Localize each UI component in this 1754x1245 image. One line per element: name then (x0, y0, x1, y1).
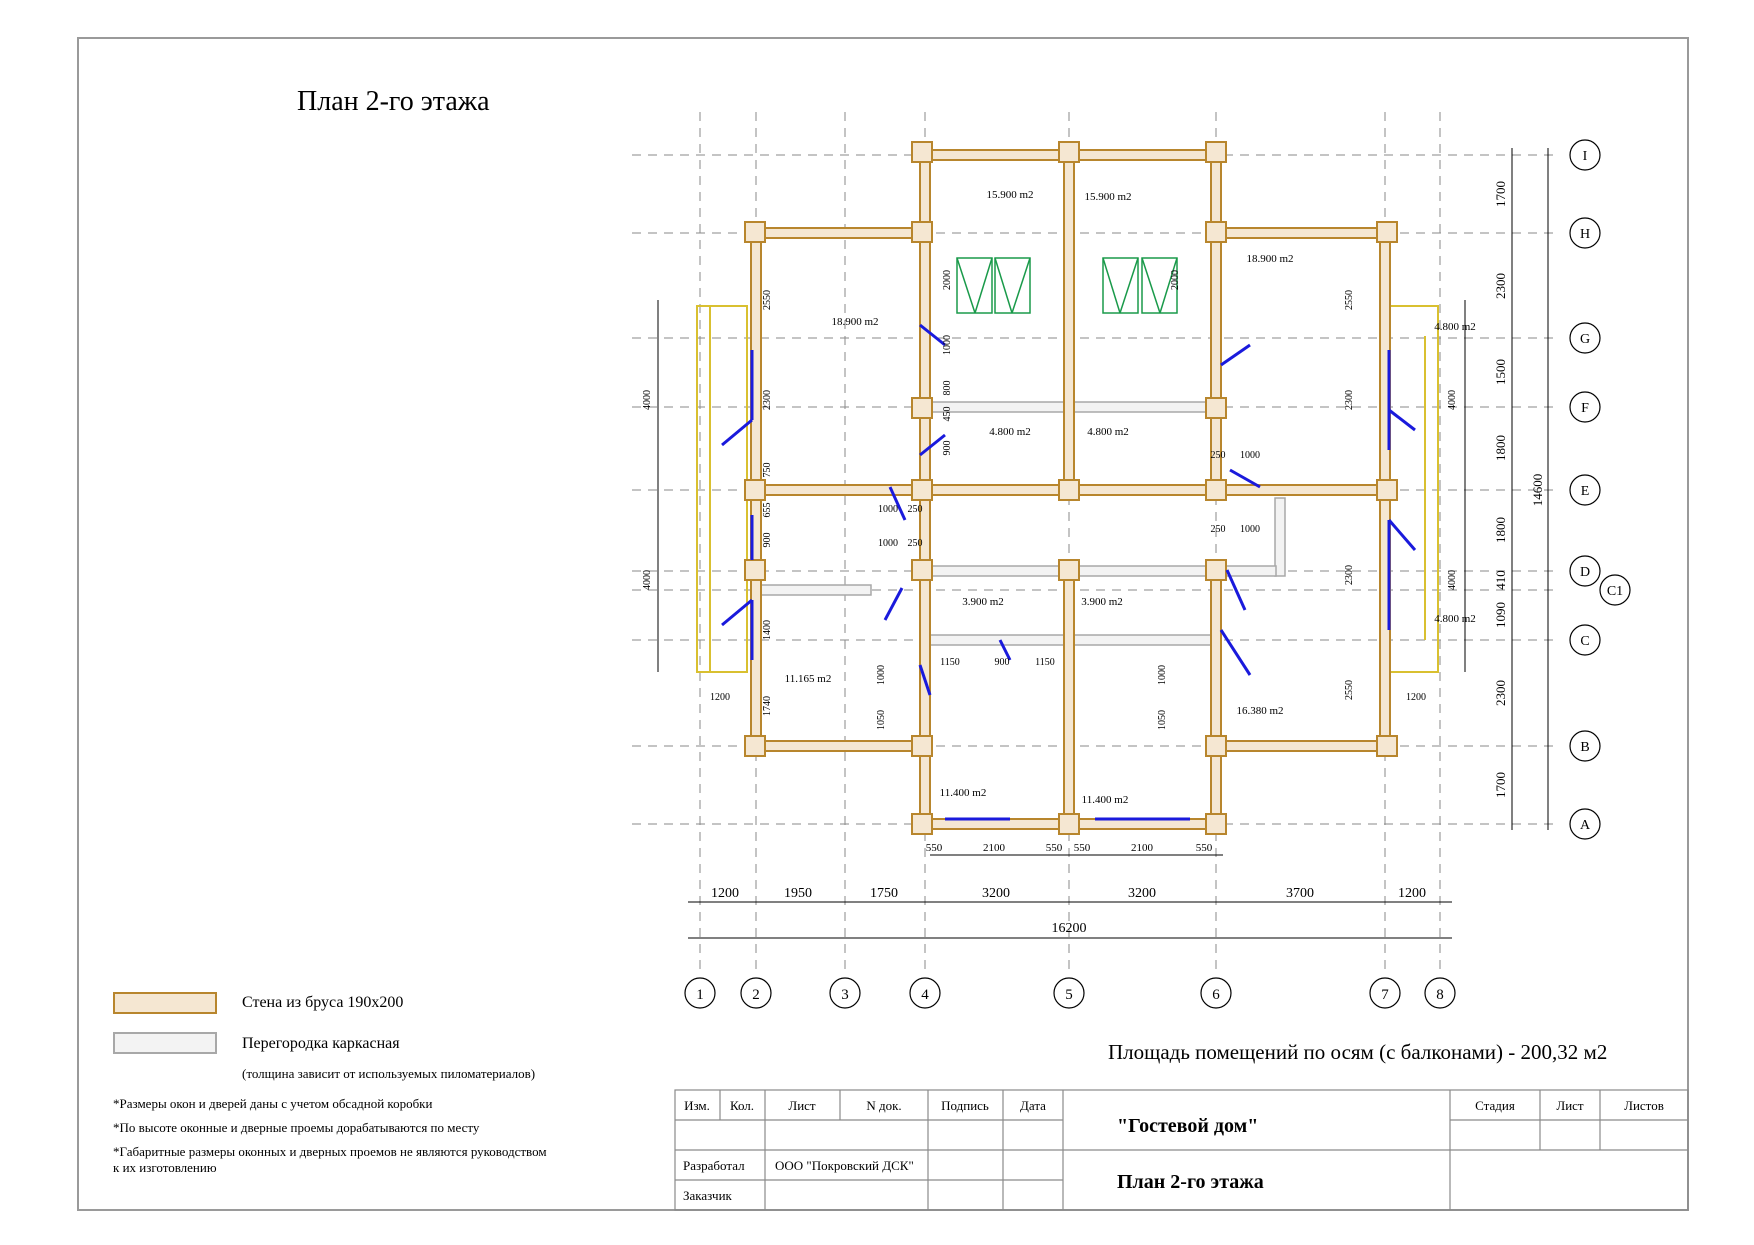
sheet-name: План 2-го этажа (1117, 1171, 1264, 1193)
room-area-label: 3.900 m2 (962, 596, 1004, 608)
door-swing (1389, 520, 1415, 550)
legend-wall-label: Стена из бруса 190х200 (242, 994, 404, 1011)
customer-label: Заказчик (683, 1188, 732, 1203)
dimension-value: 800 (942, 380, 953, 396)
dimension-value: 250 (907, 504, 923, 515)
dimension-value: 1050 (876, 710, 887, 730)
dimension-value: 1200 (710, 692, 730, 703)
dimension-value: 550 (1045, 842, 1063, 854)
title-block-header: Изм. (684, 1098, 710, 1113)
room-area-label: 11.400 m2 (1081, 794, 1129, 806)
dimension-value: 550 (1195, 842, 1213, 854)
dimension-value: 1200 (1398, 886, 1426, 901)
dimension-value: 1800 (1493, 435, 1508, 461)
room-area-label: 11.400 m2 (939, 787, 987, 799)
axis-label: 3 (841, 987, 849, 1003)
axis-label: 1 (696, 987, 704, 1003)
dimension-value: 2000 (942, 270, 953, 290)
dimension-value: 2000 (1170, 270, 1181, 290)
dimension-value: 450 (942, 406, 953, 422)
plan-title: План 2-го этажа (297, 86, 490, 117)
dimension-total: 16200 (1051, 921, 1087, 936)
footnote: *Размеры окон и дверей даны с учетом обсадной коробки (113, 1096, 433, 1111)
dimension-value: 1700 (1493, 181, 1508, 207)
developer-name: ООО "Покровский ДСК" (775, 1158, 914, 1173)
axis-label: 2 (752, 987, 760, 1003)
dimension-value: 550 (925, 842, 943, 854)
axis-label: C1 (1606, 584, 1624, 599)
dimension-value: 1150 (940, 657, 960, 668)
axis-label: I (1582, 149, 1588, 164)
door-swing (1221, 345, 1250, 365)
dimension-value: 900 (762, 532, 773, 548)
room-area-label: 3.900 m2 (1081, 596, 1123, 608)
axis-label: 7 (1381, 987, 1389, 1003)
room-area-label: 4.800 m2 (1434, 321, 1476, 333)
legend-partition-label: Перегородка каркасная (242, 1035, 400, 1052)
dimension-value: 750 (762, 462, 773, 478)
dimension-value: 4000 (1447, 570, 1458, 590)
dimension-value: 1800 (1493, 517, 1508, 543)
dimension-value: 1000 (876, 665, 887, 685)
axis-label: 6 (1212, 987, 1220, 1003)
legend-wall-swatch (113, 992, 217, 1014)
dimension-value: 4000 (642, 390, 653, 410)
legend-partition-swatch (113, 1032, 217, 1054)
axis-label: 4 (921, 987, 929, 1003)
footnote: *Габаритные размеры оконных и дверных проемов не являются руководством (113, 1144, 547, 1159)
dimension-value: 2300 (762, 390, 773, 410)
room-area-label: 11.165 m2 (784, 673, 832, 685)
dimension-value: 1000 (1157, 665, 1168, 685)
dimension-value: 655 (762, 502, 773, 518)
axis-label: B (1580, 740, 1590, 755)
axis-label: G (1579, 332, 1591, 347)
dimension-value: 250 (1210, 524, 1226, 535)
dimension-value: 2550 (762, 290, 773, 310)
axis-label: 8 (1436, 987, 1444, 1003)
title-block-header: Кол. (729, 1098, 755, 1113)
dimension-value: 4000 (1447, 390, 1458, 410)
dimension-value: 3700 (1286, 886, 1314, 901)
developed-label: Разработал (683, 1158, 745, 1173)
dimension-value: 1000 (1240, 524, 1260, 535)
dimension-total: 14600 (1530, 473, 1545, 507)
partitions (756, 402, 1285, 645)
dimension-value: 1400 (762, 620, 773, 640)
dimension-value: 1700 (1493, 772, 1508, 798)
title-block-header: N док. (866, 1098, 902, 1113)
door-swing (885, 588, 902, 620)
dimension-value: 900 (994, 657, 1010, 668)
dimension-value: 900 (942, 440, 953, 456)
dimension-value: 2550 (1344, 290, 1355, 310)
axis-label: F (1581, 401, 1589, 416)
axis-label: H (1579, 227, 1591, 242)
room-area-label: 18.900 m2 (831, 316, 879, 328)
dimension-value: 1200 (1406, 692, 1426, 703)
axis-label: C (1580, 634, 1590, 649)
legend-partition-note: (толщина зависит от используемых пиломатериалов) (242, 1066, 536, 1081)
title-block-header: Лист (1556, 1098, 1584, 1113)
project-name: "Гостевой дом" (1117, 1115, 1259, 1137)
dimension-value: 2100 (1131, 842, 1153, 854)
title-block-header: Листов (1624, 1098, 1664, 1113)
room-area-label: 4.800 m2 (989, 426, 1031, 438)
dimension-value: 550 (1073, 842, 1091, 854)
footnote: к их изготовлению (113, 1160, 217, 1175)
dimension-value: 1000 (878, 504, 898, 515)
dimension-value: 250 (1210, 450, 1226, 461)
title-block-header: Стадия (1475, 1098, 1515, 1113)
dimension-value: 2300 (1344, 565, 1355, 585)
dimension-value: 1200 (711, 886, 739, 901)
dimension-value: 3200 (1128, 886, 1156, 901)
axis-label: E (1580, 484, 1590, 499)
dimension-value: 3200 (982, 886, 1010, 901)
dimension-value: 2300 (1493, 273, 1508, 299)
dimension-value: 2300 (1344, 390, 1355, 410)
room-area-label: 4.800 m2 (1434, 613, 1476, 625)
dimension-value: 1090 (1493, 602, 1508, 628)
dimension-value: 1500 (1493, 359, 1508, 385)
room-area-label: 16.380 m2 (1236, 705, 1284, 717)
axis-label: 5 (1065, 987, 1073, 1003)
title-block-header: Дата (1020, 1098, 1046, 1113)
balcony-left (697, 306, 747, 672)
room-area-label: 4.800 m2 (1087, 426, 1129, 438)
dimension-value: 410 (1493, 570, 1508, 590)
dimension-value: 1750 (870, 886, 898, 901)
title-block-header: Лист (788, 1098, 816, 1113)
door-swing (1389, 410, 1415, 430)
dimension-value: 4000 (642, 570, 653, 590)
area-note: Площадь помещений по осям (с балконами) - 200,32 м2 (1108, 1040, 1608, 1064)
room-area-label: 15.900 m2 (986, 189, 1034, 201)
door-swing (1221, 630, 1250, 675)
dimension-value: 1740 (762, 696, 773, 716)
dimension-value: 250 (907, 538, 923, 549)
room-area-label: 15.900 m2 (1084, 191, 1132, 203)
title-block-header: Подпись (941, 1098, 989, 1113)
dimension-value: 2300 (1493, 680, 1508, 706)
dimension-value: 2550 (1344, 680, 1355, 700)
footnote: *По высоте оконные и дверные проемы дорабатываются по месту (113, 1120, 480, 1135)
axis-label: A (1579, 818, 1591, 833)
dimension-value: 1000 (878, 538, 898, 549)
dimension-value: 1050 (1157, 710, 1168, 730)
dimension-value: 1950 (784, 886, 812, 901)
dimension-value: 1000 (1240, 450, 1260, 461)
axis-label: D (1579, 565, 1591, 580)
dimension-value: 1150 (1035, 657, 1055, 668)
dimension-value: 1000 (942, 335, 953, 355)
room-area-label: 18.900 m2 (1246, 253, 1294, 265)
dimension-value: 2100 (983, 842, 1005, 854)
